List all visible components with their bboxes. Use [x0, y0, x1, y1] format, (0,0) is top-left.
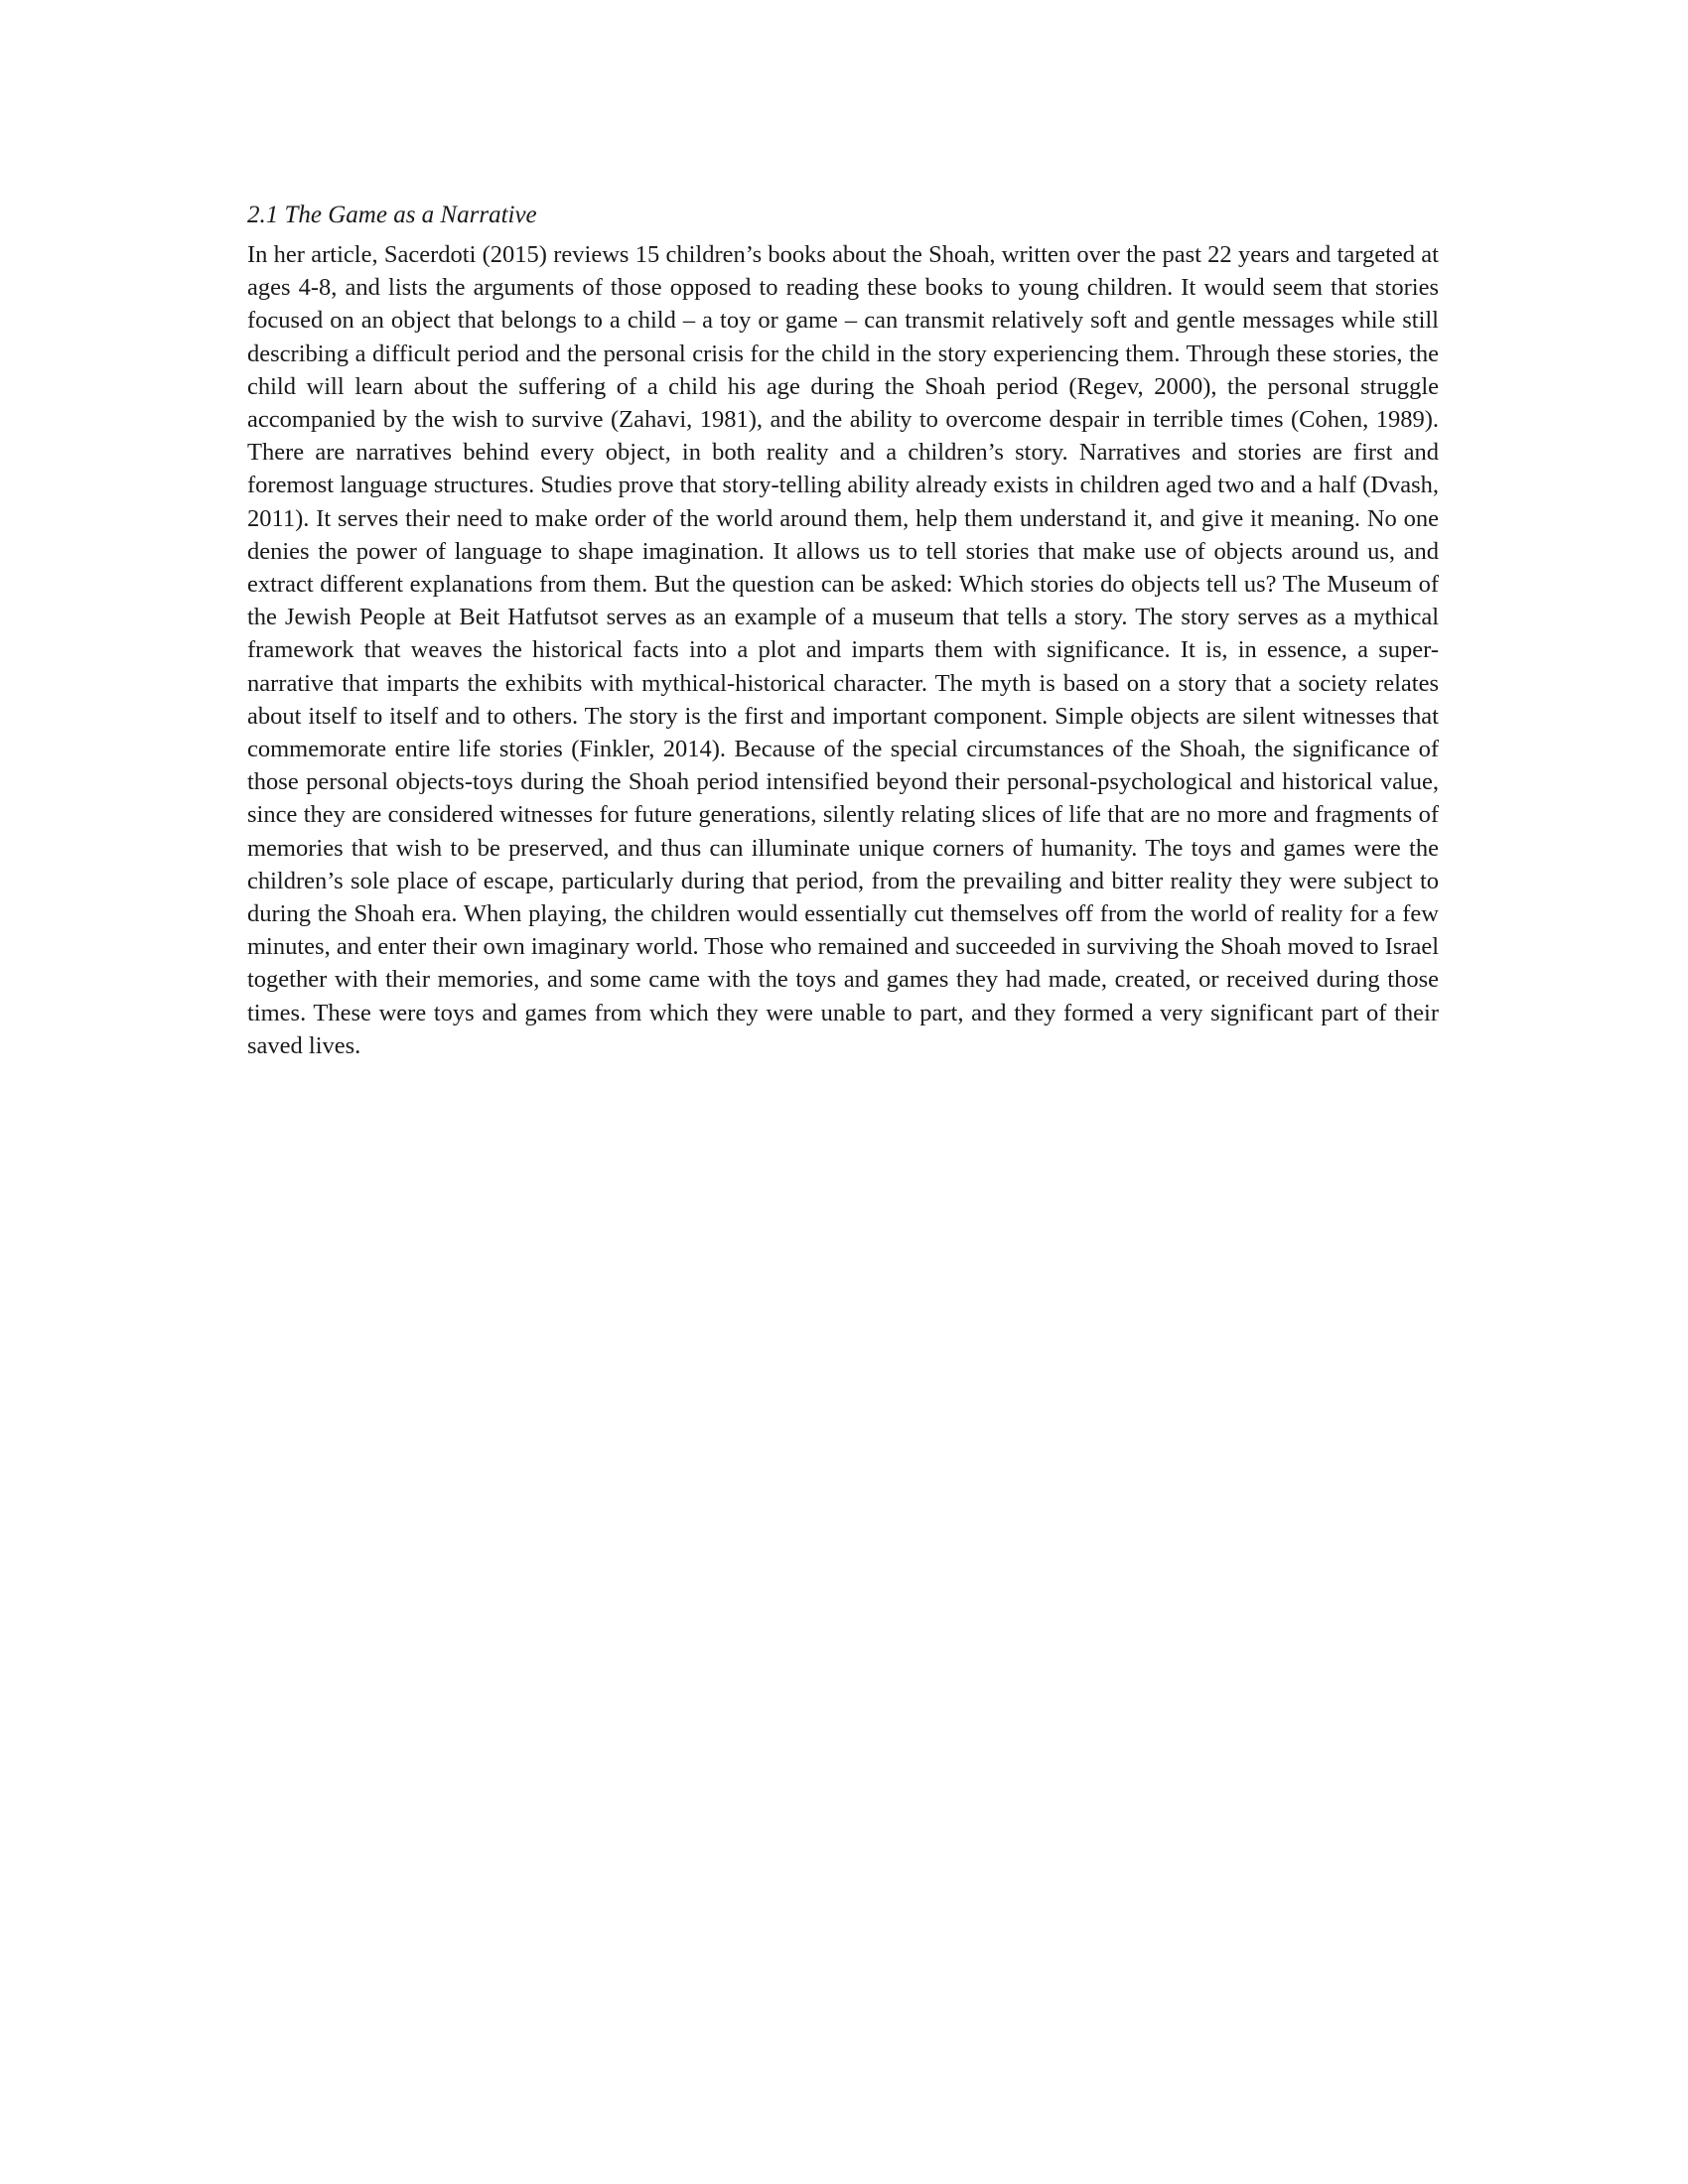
body-paragraph: In her article, Sacerdoti (2015) reviews 15 children’s books about the Shoah, written over the past 22 years and targeted at ages 4-8, and lists the arguments of those opposed to reading these books to young children. It would seem that stories focused on an object that belongs to a child – a toy or game – can transmit relatively soft and gentle messages while still describing a difficult period and the personal crisis for the child in the story experiencing them. Through these stories, the child will learn about the suffering of a child his age during the Shoah period (Regev, 2000), the personal struggle accompanied by the wish to survive (Zahavi, 1981), and the ability to overcome despair in terrible times (Cohen, 1989). There are narratives behind every object, in both reality and a children’s story. Narratives and stories are first and foremost language structures. Studies prove that story-telling ability already exists in children aged two and a half (Dvash, 2011). It serves their need to make order of the world around them, help them understand it, and give it meaning. No one denies the power of language to shape imagination. It allows us to tell stories that make use of objects around us, and extract different explanations from them. But the question can be asked: Which stories do objects tell us? The Museum of the Jewish People at Beit Hatfutsot serves as an example of a museum that tells a story. The story serves as a mythical framework that weaves the historical facts into a plot and imparts them with significance. It is, in essence, a super-narrative that imparts the exhibits with mythical-historical character. The myth is based on a story that a society relates about itself to itself and to others. The story is the first and important component. Simple objects are silent witnesses that commemorate entire life stories (Finkler, 2014). Because of the special circumstances of the Shoah, the significance of those personal objects-toys during the Shoah period intensified beyond their personal-psychological and historical value, since they are considered witnesses for future generations, silently relating slices of life that are no more and fragments of memories that wish to be preserved, and thus can illuminate unique corners of humanity. The toys and games were the children’s sole place of escape, particularly during that period, from the prevailing and bitter reality they were subject to during the Shoah era. When playing, the children would essentially cut themselves off from the world of reality for a few minutes, and enter their own imaginary world. Those who remained and succeeded in surviving the Shoah moved to Israel together with their memories, and some came with the toys and games they had made, created, or received during those times. These were toys and games from which they were unable to part, and they formed a very significant part of their saved lives. [247, 241, 1439, 1059]
section-heading: 2.1 The Game as a Narrative [247, 202, 537, 228]
page-content [247, 199, 1439, 1062]
